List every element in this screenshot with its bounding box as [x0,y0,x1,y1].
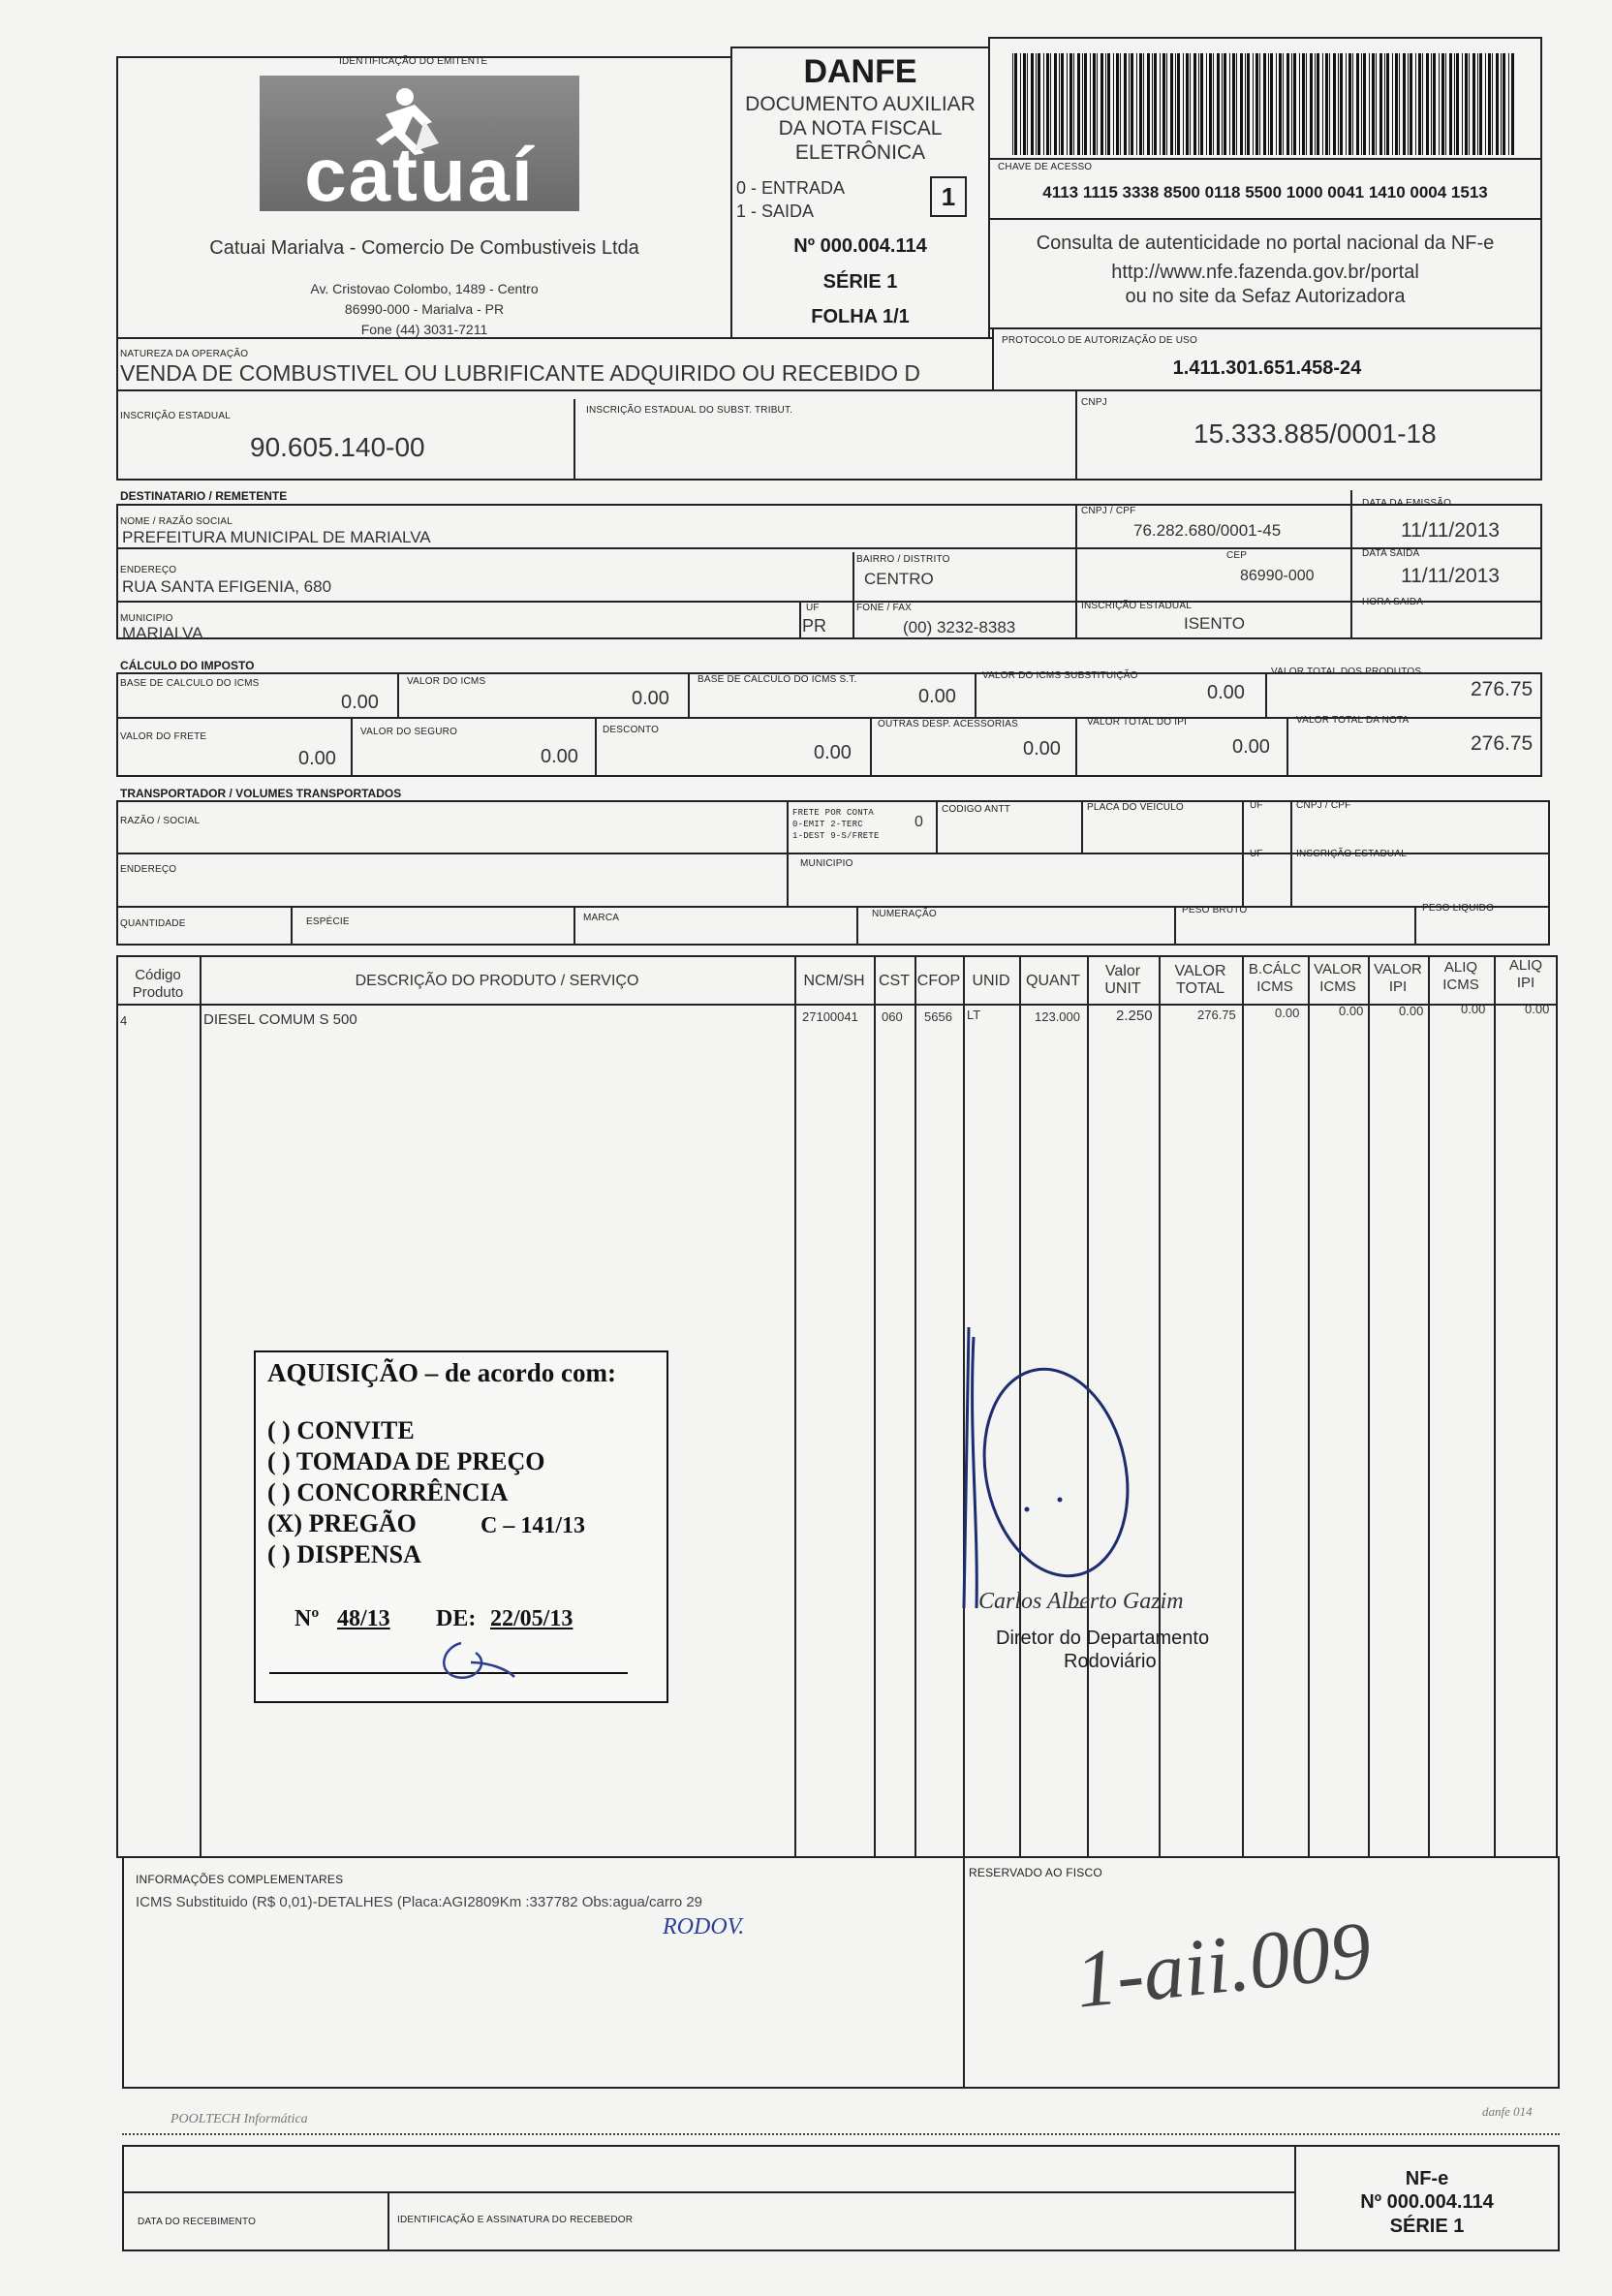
col-valor-icms: VALOR ICMS [1314,961,1362,995]
col-descricao: DESCRIÇÃO DO PRODUTO / SERVIÇO [355,973,639,989]
info-compl-value: ICMS Substituido (R$ 0,01)-DETALHES (Placa:AGI2809Km :337782 Obs:agua/carro 29 [136,1894,703,1910]
barcode-bar [1465,53,1468,155]
fisco-label: RESERVADO AO FISCO [969,1866,1102,1879]
seguro-value: 0.00 [541,746,578,767]
seguro-label: VALOR DO SEGURO [360,727,458,737]
signatory-role-1: Diretor do Departamento [996,1628,1210,1649]
dest-bairro: CENTRO [864,570,934,588]
outras-value: 0.00 [1023,738,1061,760]
danfe-subtitle-3: ELETRÔNICA [794,141,926,164]
barcode-bar [1240,53,1243,155]
barcode-bar [1403,53,1406,155]
item-vicms: 0.00 [1339,1004,1364,1018]
barcode-bar [1431,53,1432,155]
barcode-bar [1222,53,1223,155]
dest-nome-label: NOME / RAZÃO SOCIAL [120,516,233,527]
emitente-endereco: Av. Cristovao Colombo, 1489 - Centro [310,281,539,296]
barcode-bar [1363,53,1366,155]
protocolo-value: 1.411.301.651.458-24 [1172,357,1362,379]
barcode-bar [1325,53,1328,155]
barcode-bar [1456,53,1459,155]
barcode-bar [1120,53,1121,155]
stamp-data: 22/05/13 [490,1606,574,1631]
item-descricao: DIESEL COMUM S 500 [203,1011,357,1028]
barcode-bar [1093,53,1096,155]
barcode-bar [1067,53,1068,155]
barcode-bar [1162,53,1165,155]
outras-label: OUTRAS DESP. ACESSORIAS [878,719,1019,729]
barcode-bar [1445,53,1446,155]
barcode-bar [1090,53,1091,155]
dest-fone: (00) 3232-8383 [903,618,1016,636]
ipi-label: VALOR TOTAL DO IPI [1087,717,1188,728]
barcode-bar [1472,53,1475,155]
logo-text: catuaí [304,132,535,217]
frete-value: 0.00 [298,748,336,769]
barcode-bar [1376,53,1377,155]
barcode-bar [1392,53,1393,155]
dest-cep-label: CEP [1226,550,1248,561]
stamp-opt-dispensa: ( ) DISPENSA [267,1540,421,1568]
dest-emissao: 11/11/2013 [1401,519,1500,542]
barcode-bar [1454,53,1455,155]
barcode-bar [1186,53,1189,155]
barcode-bar [1152,53,1153,155]
item-quant: 123.000 [1035,1009,1080,1024]
dest-nome: PREFEITURA MUNICIPAL DE MARIALVA [122,528,431,546]
item-vtotal: 276.75 [1197,1008,1236,1022]
danfe-subtitle-1: DOCUMENTO AUXILIAR [745,93,976,115]
stamp-opt-concorrencia: ( ) CONCORRÊNCIA [267,1478,509,1506]
barcode-bar [1356,53,1359,155]
barcode-bar [1369,53,1370,155]
barcode-bar [1190,53,1191,155]
barcode-bar [1302,53,1305,155]
barcode-bar [1485,53,1486,155]
barcode-bar [1462,53,1463,155]
chave-label: CHAVE DE ACESSO [998,162,1093,172]
barcode-bar [1283,53,1284,155]
icms-st-value: 0.00 [1207,682,1245,703]
stamp-opt-pregao-ref: C – 141/13 [480,1513,585,1538]
stamp-opt-convite: ( ) CONVITE [267,1416,415,1444]
item-ncm: 27100041 [802,1009,858,1024]
barcode-bar [1073,53,1074,155]
barcode-bar [1395,53,1398,155]
transp-municipio-label: MUNICIPIO [800,858,853,869]
barcode-bar [1166,53,1167,155]
signatory-role-2: Rodoviário [1064,1651,1157,1672]
barcode-bar [1306,53,1307,155]
dest-hora-label: HORA SAIDA [1362,597,1424,607]
barcode-bar [1469,53,1470,155]
canhoto-nfe: NF-e [1405,2168,1449,2189]
danfe-numero: Nº 000.004.114 [793,235,927,257]
aquisicao-stamp [254,1350,668,1703]
dest-municipio: MARIALVA [122,624,203,642]
desconto-label: DESCONTO [603,725,660,735]
bc-st-label: BASE DE CALCULO DO ICMS S.T. [698,674,857,685]
icms-st-label: VALOR DO ICMS SUBSTITUIÇÃO [982,670,1138,681]
barcode-bar [1059,53,1060,155]
barcode-bar [1270,53,1273,155]
barcode-bar [1136,53,1137,155]
dest-municipio-label: MUNICIPIO [120,613,173,624]
transp-antt-label: CODIGO ANTT [942,804,1011,815]
total-prod-label: VALOR TOTAL DOS PRODUTOS [1271,667,1422,677]
transp-quantidade-label: QUANTIDADE [120,918,186,929]
imposto-section-label: CÁLCULO DO IMPOSTO [120,659,255,672]
barcode-bar [1213,53,1214,155]
chave-consulta-2: http://www.nfe.fazenda.gov.br/portal [1111,262,1419,283]
dest-endereco-label: ENDEREÇO [120,565,177,575]
barcode-bar [1439,53,1440,155]
dest-uf: PR [802,616,827,636]
danfe-tipo: 1 [930,176,967,217]
barcode-bar [1020,53,1021,155]
barcode-bar [1317,53,1319,155]
desconto-value: 0.00 [814,742,852,763]
transp-peso-liquido-label: PESO LIQUIDO [1422,903,1495,914]
barcode-bar [1070,53,1072,155]
dest-saida-label: DATA SAIDA [1362,548,1420,559]
item-unid: LT [967,1008,981,1022]
barcode-bar [1224,53,1226,155]
barcode-bar [1346,53,1347,155]
barcode-bar [1291,53,1292,155]
canhoto-numero: Nº 000.004.114 [1360,2191,1494,2213]
col-codigo: Código Produto [132,967,184,1001]
transporte-section-label: TRANSPORTADOR / VOLUMES TRANSPORTADOS [120,787,402,800]
barcode-bar [1209,53,1212,155]
barcode-bar [1170,53,1173,155]
barcode-bar [1154,53,1157,155]
barcode-bar [1322,53,1323,155]
barcode-bar [1105,53,1106,155]
barcode-bar [1433,53,1436,155]
identificacao-recebedor-label: IDENTIFICAÇÃO E ASSINATURA DO RECEBEDOR [397,2215,634,2225]
barcode-bar [1116,53,1119,155]
dest-bairro-label: BAIRRO / DISTRITO [856,554,950,565]
barcode-bar [1410,53,1412,155]
barcode-bar [1310,53,1313,155]
barcode-bar [1082,53,1083,155]
barcode-bar [1442,53,1444,155]
barcode-bar [1293,53,1296,155]
col-valor-ipi: VALOR IPI [1374,961,1422,995]
barcode-bar [1263,53,1266,155]
item-cst: 060 [882,1009,903,1024]
transp-peso-bruto-label: PESO BRUTO [1182,905,1248,915]
barcode-icon [1012,53,1518,158]
dest-endereco: RUA SANTA EFIGENIA, 680 [122,577,332,596]
barcode-bar [1477,53,1478,155]
chave-consulta-1: Consulta de autenticidade no portal nacional da NF-e [1036,233,1495,254]
barcode-bar [1236,53,1237,155]
barcode-bar [1014,53,1017,155]
col-aliq-icms: ALIQ ICMS [1442,959,1479,993]
bc-st-value: 0.00 [918,686,956,707]
col-quant: QUANT [1026,973,1080,989]
dest-uf-label: UF [806,603,820,613]
barcode-bar [1131,53,1133,155]
col-vtotal: VALOR TOTAL [1174,963,1226,997]
danfe-saida: 1 - SAIDA [736,202,815,221]
barcode-bar [1399,53,1400,155]
barcode-bar [1479,53,1482,155]
barcode-bar [1198,53,1199,155]
emitente-cep-cidade: 86990-000 - Marialva - PR [344,301,505,317]
dest-ie-label: INSCRIÇÃO ESTADUAL [1081,601,1192,611]
ie-st-label: INSCRIÇÃO ESTADUAL DO SUBST. TRIBUT. [586,405,793,416]
barcode-bar [1408,53,1409,155]
transp-endereco-label: ENDEREÇO [120,864,177,875]
barcode-bar [1232,53,1235,155]
dest-cnpj-label: CNPJ / CPF [1081,506,1136,516]
barcode-bar [1206,53,1207,155]
frete-label: VALOR DO FRETE [120,731,207,742]
dest-cnpj: 76.282.680/0001-45 [1133,521,1282,540]
barcode-bar [1046,53,1049,155]
transp-placa-label: PLACA DO VEICULO [1087,802,1184,813]
item-aicms: 0.00 [1461,1002,1486,1016]
software-credit: POOLTECH Informática [170,2112,308,2126]
barcode-bar [1340,53,1343,155]
barcode-bar [1107,53,1110,155]
col-vunit: Valor UNIT [1104,963,1141,997]
barcode-bar [1415,53,1416,155]
transp-marca-label: MARCA [583,913,620,923]
barcode-bar [1175,53,1176,155]
barcode-bar [1245,53,1246,155]
barcode-bar [1268,53,1269,155]
data-recebimento-label: DATA DO RECEBIMENTO [138,2217,257,2227]
barcode-bar [1426,53,1429,155]
col-cst: CST [879,973,910,989]
transp-especie-label: ESPÉCIE [306,916,350,927]
info-handwritten: RODOV. [663,1914,745,1939]
barcode-bar [1315,53,1316,155]
col-bc-icms: B.CÁLC ICMS [1248,961,1302,995]
transp-uf2-label: UF [1250,849,1263,859]
barcode-bar [1247,53,1250,155]
barcode-bar [1386,53,1389,155]
barcode-bar [1124,53,1127,155]
transp-frete-line-1: FRETE POR CONTA [792,808,875,818]
barcode-bar [1361,53,1362,155]
item-codigo: 4 [120,1013,128,1028]
chave-consulta-3: ou no site da Sefaz Autorizadora [1125,286,1406,307]
cnpj-emitente-label: CNPJ [1081,397,1107,408]
stamp-initials-icon [432,1633,519,1691]
transp-frete-value: 0 [914,814,923,830]
barcode-bar [1253,53,1254,155]
natureza-label: NATUREZA DA OPERAÇÃO [120,349,249,359]
barcode-bar [1384,53,1385,155]
barcode-bar [1422,53,1423,155]
danfe-folha: FOLHA 1/1 [811,306,910,327]
barcode-bar [1031,53,1034,155]
col-ncm: NCM/SH [803,973,865,989]
barcode-bar [1043,53,1044,155]
danfe-version: danfe 014 [1482,2104,1533,2119]
barcode-bar [1160,53,1161,155]
danfe-subtitle-2: DA NOTA FISCAL [778,117,943,140]
ie-label: INSCRIÇÃO ESTADUAL [120,411,231,421]
destinatario-section-label: DESTINATARIO / REMETENTE [120,489,288,503]
barcode-bar [1496,53,1499,155]
stamp-opt-pregao: (X) PREGÃO [267,1509,417,1537]
total-prod-value: 276.75 [1471,678,1534,700]
barcode-bar [1036,53,1037,155]
barcode-bar [1217,53,1220,155]
barcode-bar [1501,53,1502,155]
barcode-bar [1286,53,1289,155]
cnpj-emitente-value: 15.333.885/0001-18 [1194,419,1437,449]
barcode-bar [1012,53,1013,155]
tear-line [122,2133,1560,2135]
barcode-bar [1348,53,1351,155]
barcode-bar [1077,53,1080,155]
danfe-title: DANFE [803,53,917,90]
barcode-bar [1229,53,1230,155]
emitente-section-label: IDENTIFICAÇÃO DO EMITENTE [339,56,488,67]
item-cfop: 5656 [924,1009,952,1024]
barcode-bar [1276,53,1277,155]
item-bc: 0.00 [1275,1006,1300,1020]
barcode-bar [1177,53,1180,155]
chave-value: 4113 1115 3338 8500 0118 5500 1000 0041 1410 0004 1513 [1042,183,1488,202]
fisco-handwritten: 1-aii.009 [1070,1905,1376,2026]
valor-icms-value: 0.00 [632,688,669,709]
barcode-bar [1054,53,1057,155]
barcode-bar [1508,53,1509,155]
barcode-bar [1418,53,1421,155]
item-aipi: 0.00 [1525,1002,1550,1016]
info-compl-label: INFORMAÇÕES COMPLEMENTARES [136,1873,344,1886]
dest-emissao-label: DATA DA EMISSÃO [1362,498,1452,509]
valor-icms-label: VALOR DO ICMS [407,676,486,687]
barcode-bar [1352,53,1353,155]
signatory-name: Carlos Alberto Gazim [978,1589,1184,1614]
barcode-bar [1279,53,1282,155]
transp-uf-label: UF [1250,800,1263,811]
barcode-bar [1100,53,1103,155]
bc-icms-label: BASE DE CALCULO DO ICMS [120,678,260,689]
barcode-bar [1113,53,1114,155]
emitente-razao-social: Catuai Marialva - Comercio De Combustiveis Ltda [209,237,639,259]
company-logo [260,76,579,217]
dest-cep: 86990-000 [1240,568,1315,584]
stamp-numero-label: Nº [294,1606,320,1631]
emitente-fone: Fone (44) 3031-7211 [360,322,488,337]
transp-razao-label: RAZÃO / SOCIAL [120,816,201,826]
danfe-serie: SÉRIE 1 [822,271,898,293]
bc-icms-value: 0.00 [341,692,379,713]
total-nota-value: 276.75 [1471,732,1534,755]
barcode-bar [1299,53,1300,155]
natureza-value: VENDA DE COMBUSTIVEL OU LUBRIFICANTE ADQUIRIDO OU RECEBIDO D [120,360,921,386]
barcode-bar [1333,53,1336,155]
barcode-bar [1027,53,1028,155]
stamp-numero: 48/13 [337,1606,390,1631]
barcode-bar [1084,53,1087,155]
col-aliq-ipi: ALIQ IPI [1508,957,1543,991]
barcode-bar [1338,53,1339,155]
barcode-bar [1061,53,1064,155]
barcode-bar [1183,53,1184,155]
transp-frete-line-3: 1-DEST 9-S/FRETE [792,831,880,841]
danfe-entrada: 0 - ENTRADA [736,178,846,198]
transp-numeracao-label: NUMERAÇÃO [872,909,937,919]
barcode-bar [1200,53,1203,155]
barcode-bar [1147,53,1150,155]
transp-frete-line-2: 0-EMIT 2-TERC [792,820,863,829]
barcode-bar [1511,53,1514,155]
barcode-bar [1449,53,1452,155]
barcode-bar [1129,53,1130,155]
barcode-bar [1023,53,1026,155]
barcode-bar [1492,53,1493,155]
stamp-data-label: DE: [436,1606,477,1631]
barcode-bar [1194,53,1196,155]
barcode-bar [1143,53,1144,155]
barcode-bar [1329,53,1330,155]
item-vunit: 2.250 [1116,1008,1153,1024]
dest-fone-label: FONE / FAX [856,603,913,613]
destinatario-box [116,504,1542,639]
col-cfop: CFOP [916,973,961,989]
canhoto-serie: SÉRIE 1 [1389,2216,1465,2237]
dest-ie: ISENTO [1184,614,1245,633]
stamp-opt-tomada: ( ) TOMADA DE PREÇO [267,1447,545,1475]
signature-icon [852,1318,1162,1608]
barcode-bar [1038,53,1040,155]
ie-value: 90.605.140-00 [250,432,425,462]
barcode-bar [1259,53,1260,155]
ipi-value: 0.00 [1232,736,1270,758]
col-unid: UNID [972,973,1010,989]
barcode-bar [1503,53,1505,155]
barcode-bar [1097,53,1098,155]
barcode-bar [1050,53,1051,155]
stamp-title: AQUISIÇÃO – de acordo com: [267,1358,616,1387]
barcode-bar [1372,53,1375,155]
item-vipi: 0.00 [1399,1004,1424,1018]
barcode-bar [1380,53,1382,155]
barcode-bar [1139,53,1142,155]
protocolo-label: PROTOCOLO DE AUTORIZAÇÃO DE USO [1002,335,1197,346]
transp-ie-label: INSCRIÇÃO ESTADUAL [1296,849,1407,859]
barcode-bar [1488,53,1491,155]
barcode-bar [1256,53,1258,155]
total-nota-label: VALOR TOTAL DA NOTA [1296,715,1410,726]
dest-saida: 11/11/2013 [1401,565,1500,587]
transp-cnpj-label: CNPJ / CPF [1296,800,1351,811]
